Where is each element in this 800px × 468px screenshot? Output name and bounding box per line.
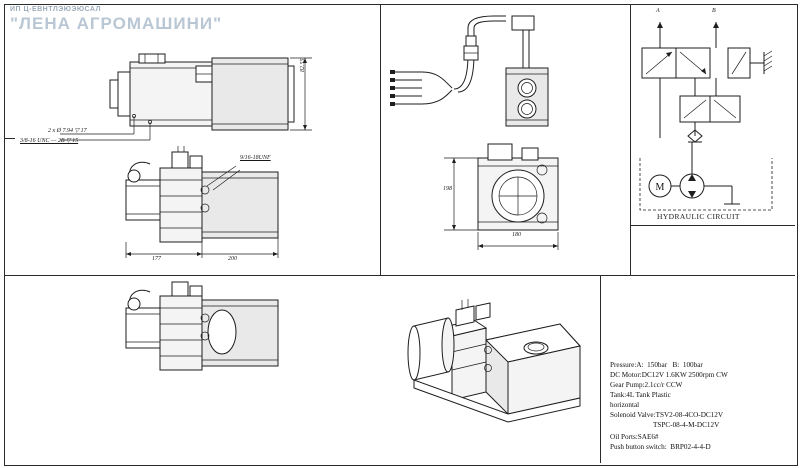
port-note: 9/16-18UNF: [240, 155, 271, 161]
hydraulic-circuit-diagram: [632, 8, 800, 223]
dim-180: 180: [512, 232, 521, 238]
svg-text:M: M: [655, 182, 665, 193]
spec-line-7: Oil Ports:SAE6#: [610, 433, 659, 441]
spec-line-0: Pressure:A: 150bar B: 100bar: [610, 361, 703, 369]
dim-198: 198: [443, 186, 452, 192]
spec-line-4: horizontal: [610, 401, 640, 409]
dim-177: 177: [152, 256, 161, 262]
watermark-main-text: "ЛЕНА АГРОМАШИНИ": [10, 14, 223, 33]
spec-line-8: Push button switch: BRP02-4-4-D: [610, 443, 711, 451]
view-middle-left-drawing: [0, 150, 380, 270]
watermark-top-text: ИП Ц-ЕВНТЛЭЮЭЮСАЛ: [10, 6, 101, 13]
view-product-3d: [390, 280, 610, 460]
thread-note-1: 2 х Ø 7.94 ▽ 17: [48, 128, 87, 134]
view-middle-column-drawing: [382, 10, 632, 270]
divider-horizontal-mid: [5, 275, 795, 276]
port-a-label: A: [656, 8, 660, 14]
spec-line-6: TSPC-08-4-M-DC12V: [610, 421, 720, 429]
spec-line-3: Tank:4L Tank Plastic: [610, 391, 671, 399]
dim-200: 200: [228, 256, 237, 262]
dim-height-label: 82.55: [300, 58, 306, 72]
hydraulic-circuit-title: HYDRAULIC CIRCUIT: [657, 212, 740, 221]
spec-line-1: DC Motor:DC12V 1.6KW 2500rpm CW: [610, 371, 728, 379]
port-b-label: B: [712, 8, 716, 14]
view-bottom-left-drawing: [0, 282, 380, 402]
divider-circuit-bottom: [630, 225, 795, 226]
spec-line-5: Solenoid Valve:TSV2-08-4CO-DC12V: [610, 411, 724, 419]
spec-line-2: Gear Pump:2.1cc/r CCW: [610, 381, 683, 389]
thread-note-2: 3/8-16 UNC — 2B ▽ 15: [20, 138, 79, 144]
divider-vertical-left: [380, 5, 381, 275]
